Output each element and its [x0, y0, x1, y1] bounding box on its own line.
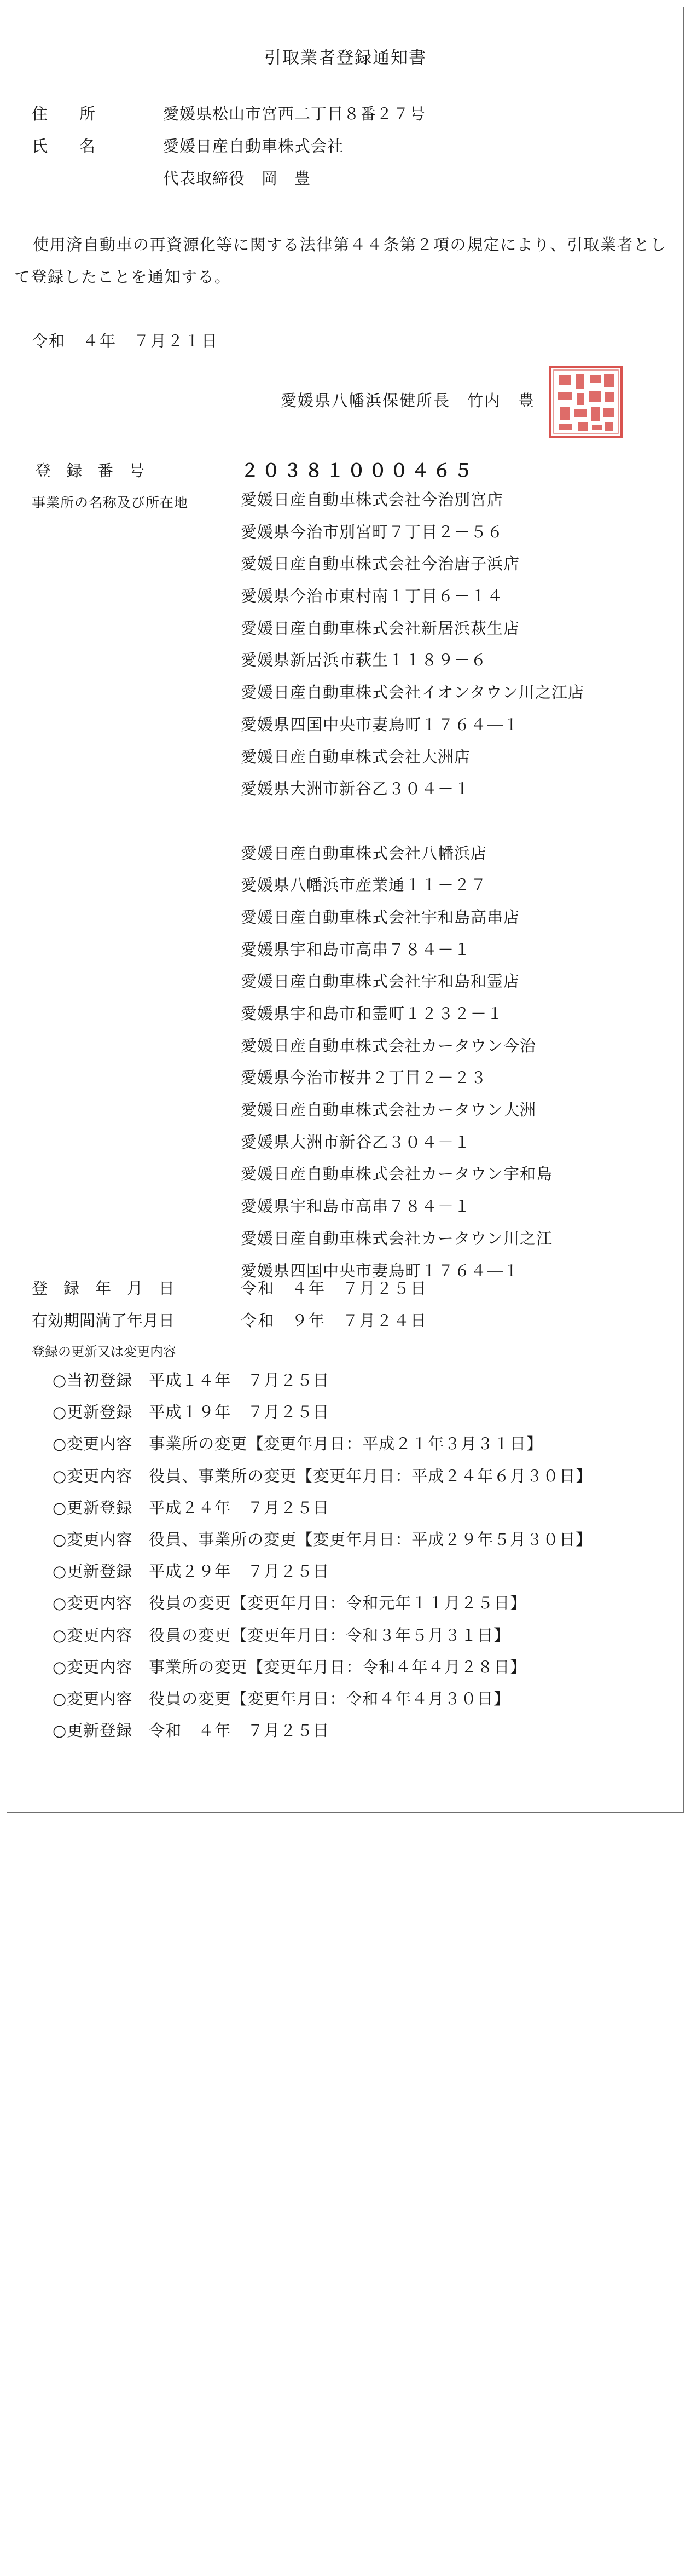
office-address: 愛媛県四国中央市妻鳥町１７６４―１: [241, 1261, 520, 1280]
address-label: 住 所: [32, 105, 96, 123]
history-list: [53, 1371, 592, 1753]
representative-name: 代表取締役 岡 豊: [163, 169, 311, 188]
office-address: 愛媛県宇和島市高串７８４－１: [241, 1197, 471, 1216]
history-item: ○変更内容 役員、事業所の変更【変更年月日：平成２４年６月３０日】: [53, 1466, 593, 1485]
office-name: 愛媛日産自動車株式会社カータウン川之江: [241, 1229, 553, 1248]
office-name: 愛媛日産自動車株式会社新居浜萩生店: [241, 618, 520, 638]
office-address: 愛媛県今治市別宮町７丁目２－５６: [241, 522, 504, 541]
official-seal-icon: [547, 363, 625, 440]
office-name: 愛媛日産自動車株式会社宇和島和霊店: [241, 972, 520, 991]
company-name: 愛媛日産自動車株式会社: [163, 137, 344, 155]
offices-label: 事業所の名称及び所在地: [32, 495, 189, 511]
history-item: ○当初登録 平成１４年 ７月２５日: [53, 1371, 330, 1390]
office-name: 愛媛日産自動車株式会社大洲店: [241, 747, 471, 766]
registration-number: ２０３８１０００４６５: [241, 460, 475, 481]
issue-date: 令和 ４年 ７月２１日: [32, 332, 219, 350]
history-item: ○更新登録 平成１９年 ７月２５日: [53, 1403, 330, 1422]
history-label: 登録の更新又は変更内容: [32, 1344, 176, 1359]
office-name: 愛媛日産自動車株式会社カータウン宇和島: [241, 1165, 553, 1184]
page-seam: [241, 812, 584, 844]
registration-number-label: 登録番号: [35, 461, 160, 480]
history-item: ○更新登録 平成２４年 ７月２５日: [53, 1498, 330, 1517]
office-address: 愛媛県新居浜市萩生１１８９－６: [241, 651, 487, 670]
office-address: 愛媛県四国中央市妻鳥町１７６４―１: [241, 715, 520, 734]
registration-date: 令和 ４年 ７月２５日: [241, 1279, 428, 1298]
history-item: ○変更内容 役員、事業所の変更【変更年月日：平成２９年５月３０日】: [53, 1530, 593, 1549]
address-value: 愛媛県松山市宮西二丁目８番２７号: [163, 105, 426, 123]
document-title: 引取業者登録通知書: [264, 48, 427, 68]
registration-date-label: 登 録 年 月 日: [32, 1279, 175, 1298]
history-item: ○変更内容 事業所の変更【変更年月日：平成２１年３月３１日】: [53, 1434, 543, 1454]
office-address: 愛媛県今治市東村南１丁目６－１４: [241, 587, 504, 606]
office-name: 愛媛日産自動車株式会社八幡浜店: [241, 843, 487, 862]
history-item: ○変更内容 事業所の変更【変更年月日：令和４年４月２８日】: [53, 1657, 527, 1676]
office-address: 愛媛県大洲市新谷乙３０４－１: [241, 1132, 471, 1151]
office-list: [241, 490, 584, 1293]
history-item: ○更新登録 平成２９年 ７月２５日: [53, 1562, 330, 1581]
name-label: 氏 名: [32, 137, 96, 155]
office-name: 愛媛日産自動車株式会社イオンタウン川之江店: [241, 683, 584, 702]
office-name: 愛媛日産自動車株式会社カータウン今治: [241, 1036, 537, 1055]
expiry-date-label: 有効期間満了年月日: [32, 1311, 175, 1330]
issuer-name: 愛媛県八幡浜保健所長 竹内 豊: [281, 391, 536, 410]
office-name: 愛媛日産自動車株式会社カータウン大洲: [241, 1101, 537, 1120]
office-address: 愛媛県大洲市新谷乙３０４－１: [241, 779, 471, 798]
office-name: 愛媛日産自動車株式会社今治別宮店: [241, 490, 504, 509]
history-item: ○変更内容 役員の変更【変更年月日：令和元年１１月２５日】: [53, 1594, 527, 1613]
office-name: 愛媛日産自動車株式会社今治唐子浜店: [241, 554, 520, 574]
history-item: ○更新登録 令和 ４年 ７月２５日: [53, 1721, 330, 1740]
office-name: 愛媛日産自動車株式会社宇和島高串店: [241, 907, 520, 927]
office-address: 愛媛県今治市桜井２丁目２－２３: [241, 1068, 487, 1087]
office-address: 愛媛県八幡浜市産業通１１－２７: [241, 876, 487, 895]
notice-text: 使用済自動車の再資源化等に関する法律第４４条第２項の規定により、引取業者として登録したことを通知する。: [14, 235, 667, 286]
office-address: 愛媛県宇和島市和霊町１２３２－１: [241, 1004, 504, 1023]
expiry-date: 令和 ９年 ７月２４日: [241, 1311, 428, 1330]
history-item: ○変更内容 役員の変更【変更年月日：令和３年５月３１日】: [53, 1625, 510, 1645]
office-address: 愛媛県宇和島市高串７８４－１: [241, 940, 471, 959]
history-item: ○変更内容 役員の変更【変更年月日：令和４年４月３０日】: [53, 1689, 510, 1708]
